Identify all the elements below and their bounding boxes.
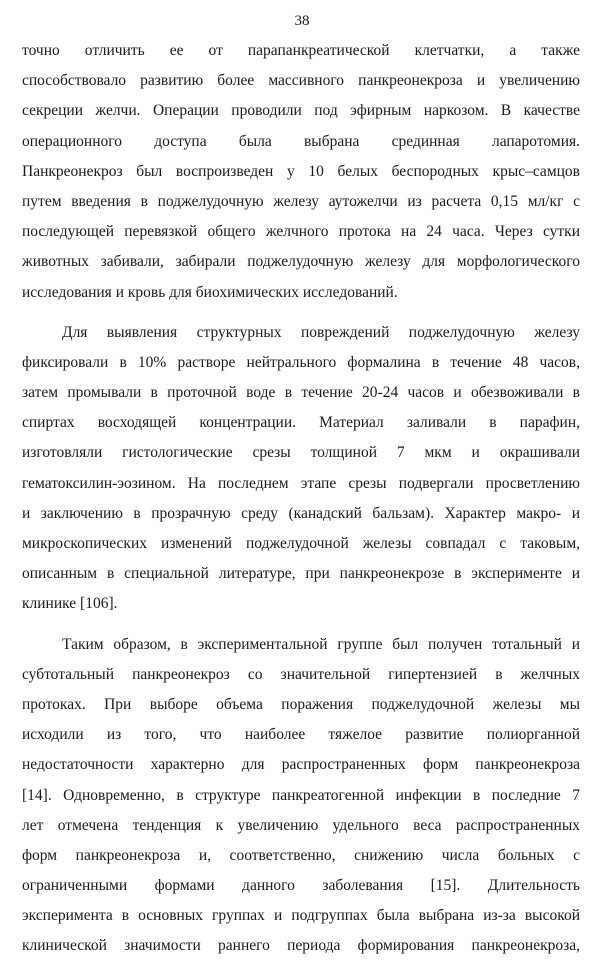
- text-line: исследования и кровь для биохимических исследований.: [22, 283, 398, 301]
- text-line: субтотальный панкреонекроз со значительной гипертензией в желчных: [22, 665, 580, 683]
- text-line: гематоксилин-эозином. На последнем этапе срезы подвергали просветлению: [22, 474, 580, 492]
- text-line: спиртах восходящей концентрации. Материал заливали в парафин,: [22, 414, 580, 432]
- text-line: Для выявления структурных повреждений поджелудочную железу: [62, 323, 580, 341]
- text-line: [14]. Одновременно, в структуре панкреатогенной инфекции в последние 7: [22, 786, 580, 804]
- text-line: описанным в специальной литературе, при панкреонекрозе в эксперименте и: [22, 565, 580, 583]
- text-line: протоках. При выборе объема поражения поджелудочной железы мы: [22, 695, 580, 713]
- text-line: операционного доступа была выбрана срединная лапаротомия.: [22, 132, 580, 150]
- text-line: клинике [106].: [22, 595, 118, 613]
- text-line: Таким образом, в экспериментальной группе был получен тотальный и: [62, 635, 580, 653]
- paragraph-3: [22, 630, 580, 962]
- text-line: и заключению в прозрачную среду (канадский бальзам). Характер макро- и: [22, 504, 580, 522]
- paragraph-2: [22, 318, 580, 620]
- text-line: путем введения в поджелудочную железу аутожелчи из расчета 0,15 мл/кг с: [22, 192, 580, 210]
- text-line: недостаточности характерно для распространенных форм панкреонекроза: [22, 756, 580, 774]
- text-line: изготовляли гистологические срезы толщиной 7 мкм и окрашивали: [22, 444, 580, 462]
- text-line: ограниченными формами данного заболевания [15]. Длительность: [22, 877, 580, 895]
- paragraph-gap: [22, 620, 580, 630]
- page-number: 38: [294, 13, 310, 29]
- text-line: лет отмечена тенденция к увеличению удельного веса распространенных: [22, 816, 580, 834]
- text-line: клинической значимости раннего периода формирования панкреонекроза,: [22, 937, 580, 955]
- text-line: форм панкреонекроза и, соответственно, снижению числа больных с: [22, 846, 580, 864]
- text-line: микроскопических изменений поджелудочной железы совпадал с таковым,: [22, 535, 580, 552]
- text-line: исходили из того, что наиболее тяжелое развитие полиорганной: [22, 726, 580, 744]
- text-line: секреции желчи. Операции проводили под эфирным наркозом. В качестве: [22, 102, 580, 120]
- text-line: животных забивали, забирали поджелудочную железу для морфологического: [22, 253, 580, 271]
- text-line: способствовало развитию более массивного панкреонекроза и увеличению: [22, 72, 580, 90]
- document-body: [22, 36, 580, 962]
- paragraph-gap: [22, 308, 580, 318]
- text-line: последующей перевязкой общего желчного протока на 24 часа. Через сутки: [22, 223, 580, 241]
- text-line: эксперимента в основных группах и подгруппах была выбрана из-за высокой: [22, 907, 580, 925]
- paragraph-1: [22, 36, 580, 308]
- text-line: фиксировали в 10% растворе нейтрального формалина в течение 48 часов,: [22, 353, 580, 371]
- text-line: точно отличить ее от парапанкреатической клетчатки, а также: [22, 42, 580, 59]
- text-line: затем промывали в проточной воде в течение 20-24 часов и обезвоживали в: [22, 384, 580, 402]
- text-line: Панкреонекроз был воспроизведен у 10 белых беспородных крыс–самцов: [22, 162, 580, 180]
